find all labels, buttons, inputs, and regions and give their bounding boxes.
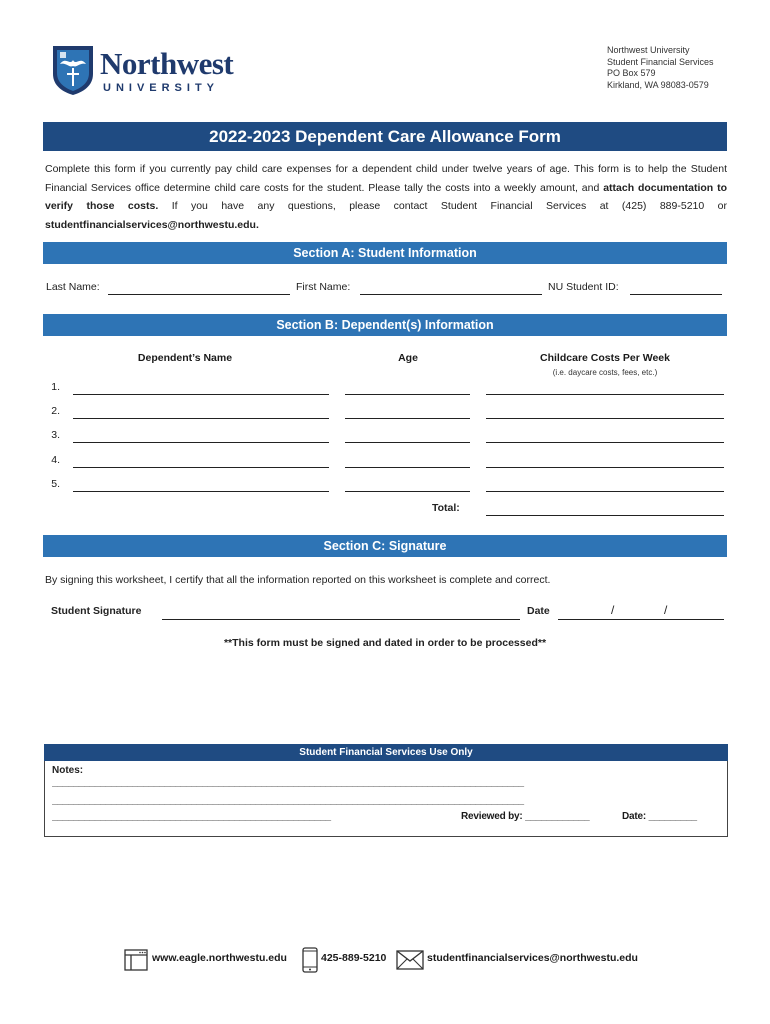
notes-line[interactable]: ________________________________________________________________________________________ <box>52 777 524 788</box>
dependent-name-field[interactable] <box>73 394 329 395</box>
section-a-header: Section A: Student Information <box>43 242 727 264</box>
footer-phone[interactable]: 425-889-5210 <box>321 952 387 964</box>
row-number: 5. <box>51 478 60 490</box>
total-cost-field[interactable] <box>486 515 724 516</box>
office-use-header: Student Financial Services Use Only <box>44 744 728 761</box>
age-field[interactable] <box>345 394 470 395</box>
footer-email[interactable]: studentfinancialservices@northwestu.edu <box>427 952 638 964</box>
notes-line[interactable]: ____________________________________________________ <box>52 811 331 822</box>
office-date-field[interactable]: Date: _________ <box>622 811 697 822</box>
dependent-name-field[interactable] <box>73 467 329 468</box>
last-name-field[interactable] <box>108 294 290 295</box>
age-header: Age <box>398 352 418 364</box>
dependent-name-field[interactable] <box>73 442 329 443</box>
age-field[interactable] <box>345 418 470 419</box>
dependent-name-header: Dependent’s Name <box>137 352 233 364</box>
childcare-costs-note: (i.e. daycare costs, fees, etc.) <box>552 368 658 377</box>
cost-field[interactable] <box>486 442 724 443</box>
intro-emphasis: attach documentation to verify those costs. <box>45 181 727 212</box>
intro-text: If you have any questions, please contact Student Financial Services at (425) 889-5210 or <box>158 200 727 212</box>
shield-logo-icon <box>50 44 96 96</box>
cost-field[interactable] <box>486 491 724 492</box>
intro-paragraph <box>45 160 727 234</box>
address-line: Student Financial Services <box>607 56 714 67</box>
address-line: PO Box 579 <box>607 68 656 78</box>
mailing-address <box>607 45 714 91</box>
date-separator: / <box>664 603 668 617</box>
logo <box>50 44 96 96</box>
browser-icon <box>124 948 148 977</box>
notes-line[interactable]: ________________________________________________________________________________________ <box>52 795 524 806</box>
certification-text: By signing this worksheet, I certify that all the information reported on this worksheet is complete and correct. <box>45 574 551 586</box>
logo-subtitle: UNIVERSITY <box>103 82 220 94</box>
contact-email: studentfinancialservices@northwestu.edu. <box>45 218 259 231</box>
student-id-field[interactable] <box>630 294 722 295</box>
section-c-header: Section C: Signature <box>43 535 727 557</box>
last-name-label: Last Name: <box>46 281 100 293</box>
notes-label: Notes: <box>52 765 84 776</box>
form-title: 2022-2023 Dependent Care Allowance Form <box>43 122 727 151</box>
signature-label: Student Signature <box>51 605 142 617</box>
age-field[interactable] <box>345 467 470 468</box>
cost-field[interactable] <box>486 467 724 468</box>
cost-field[interactable] <box>486 394 724 395</box>
address-line: Northwest University <box>607 45 690 55</box>
row-number: 4. <box>51 454 60 466</box>
dependent-name-field[interactable] <box>73 418 329 419</box>
phone-icon <box>302 947 318 978</box>
mail-icon <box>396 950 424 975</box>
date-label: Date <box>527 605 550 617</box>
childcare-costs-header: Childcare Costs Per Week <box>540 352 670 364</box>
date-separator: / <box>611 603 615 617</box>
date-field[interactable] <box>558 619 724 620</box>
row-number: 2. <box>51 405 60 417</box>
age-field[interactable] <box>345 442 470 443</box>
total-label: Total: <box>432 502 460 514</box>
section-b-header: Section B: Dependent(s) Information <box>43 314 727 336</box>
dependent-name-field[interactable] <box>73 491 329 492</box>
address-line: Kirkland, WA 98083-0579 <box>607 79 709 90</box>
reviewed-by-field[interactable]: Reviewed by: ____________ <box>461 811 590 822</box>
row-number: 1. <box>51 381 60 393</box>
student-id-label: NU Student ID: <box>548 281 619 293</box>
signature-field[interactable] <box>162 619 520 620</box>
row-number: 3. <box>51 429 60 441</box>
age-field[interactable] <box>345 491 470 492</box>
first-name-field[interactable] <box>360 294 542 295</box>
footer-website[interactable]: www.eagle.northwestu.edu <box>152 952 287 964</box>
first-name-label: First Name: <box>296 281 351 293</box>
intro-text: Complete this form if you currently pay child care expenses for a dependent child under twelve years of age. This form is to help the Student Financial Services office determine child care costs for the student. Please tally the costs into a weekly amount, and <box>45 163 727 194</box>
cost-field[interactable] <box>486 418 724 419</box>
logo-name: Northwest <box>100 46 234 81</box>
processing-notice: **This form must be signed and dated in order to be processed** <box>223 637 547 649</box>
